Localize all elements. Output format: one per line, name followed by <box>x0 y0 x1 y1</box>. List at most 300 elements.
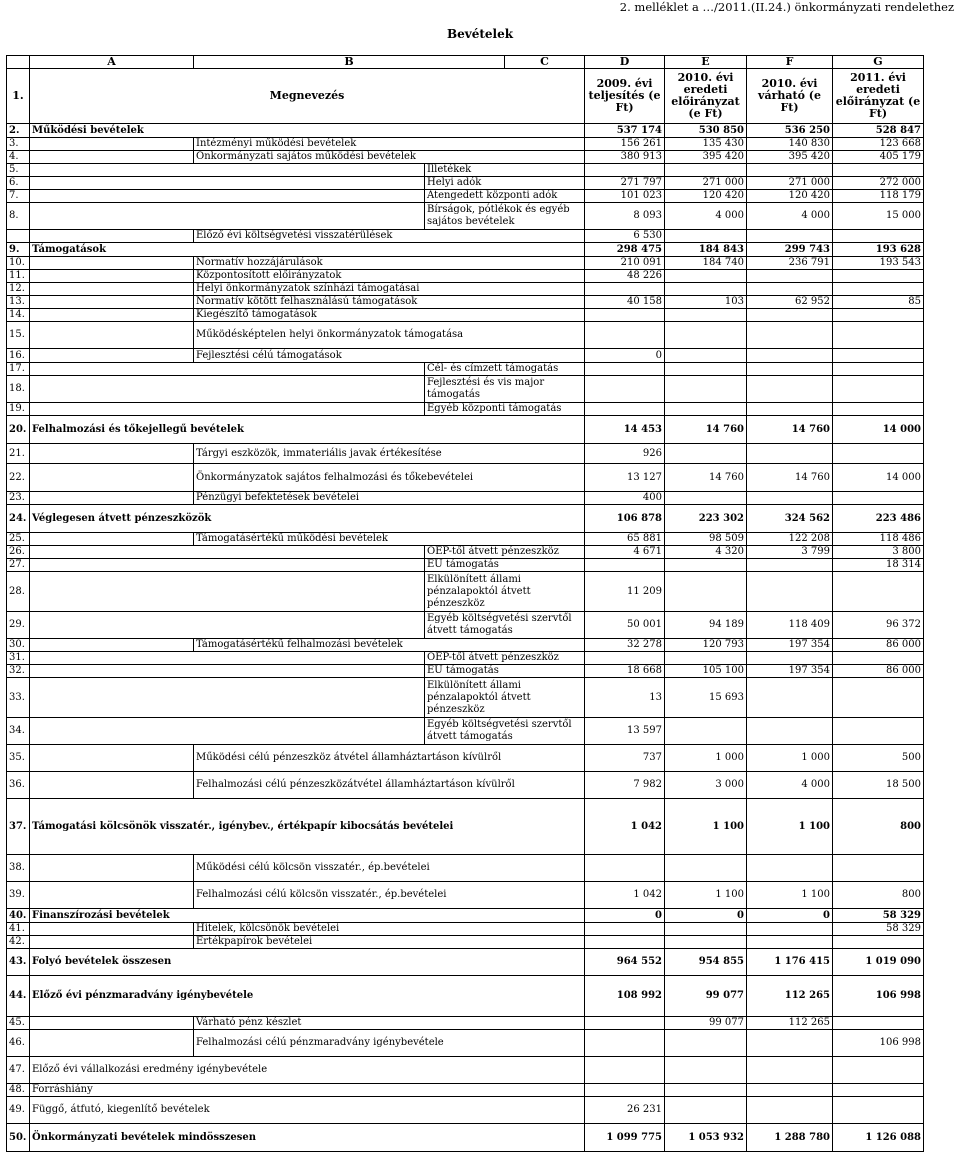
row-label: Kiegészítő támogatások <box>194 309 585 322</box>
row-label: Véglegesen átvett pénzeszközök <box>30 505 585 533</box>
value-2009-actual <box>585 376 665 403</box>
row-label: Felhalmozási célú pénzeszközátvétel államháztartáson kívülről <box>194 772 585 799</box>
row-label: Fejlesztési és vis major támogatás <box>425 376 585 403</box>
value-2010-expected: 197 354 <box>747 639 833 652</box>
indent-cell <box>30 203 425 230</box>
row-number: 44. <box>7 976 30 1017</box>
indent-cell <box>30 230 194 243</box>
indent-cell <box>30 1017 194 1030</box>
value-2009-actual <box>585 283 665 296</box>
table-row <box>7 444 924 464</box>
value-2009-actual <box>585 855 665 882</box>
column-letter-row <box>7 56 924 69</box>
value-2010-original: 135 430 <box>665 138 747 151</box>
value-2010-expected: 14 760 <box>747 416 833 444</box>
row-label: Előző évi pénzmaradvány igénybevétele <box>30 976 585 1017</box>
indent-cell <box>30 936 194 949</box>
value-2011-original: 85 <box>833 296 924 309</box>
value-2010-expected: 1 000 <box>747 745 833 772</box>
value-2010-expected: 3 799 <box>747 546 833 559</box>
value-2010-original <box>665 1057 747 1084</box>
table-row <box>7 1030 924 1057</box>
value-2009-actual: 50 001 <box>585 612 665 639</box>
row-label: Intézményi működési bevételek <box>194 138 585 151</box>
value-2009-actual: 65 881 <box>585 533 665 546</box>
value-2011-original <box>833 309 924 322</box>
value-2011-original: 1 019 090 <box>833 949 924 976</box>
value-2011-original: 15 000 <box>833 203 924 230</box>
value-2009-actual: 156 261 <box>585 138 665 151</box>
column-letter-c: C <box>505 56 585 69</box>
indent-cell <box>30 639 194 652</box>
value-2009-actual: 0 <box>585 349 665 363</box>
value-2011-original: 1 126 088 <box>833 1124 924 1152</box>
value-2010-expected <box>747 855 833 882</box>
value-2011-original <box>833 363 924 376</box>
indent-cell <box>30 376 425 403</box>
row-number: 42. <box>7 936 30 949</box>
value-2010-expected: 1 100 <box>747 799 833 855</box>
table-row <box>7 124 924 138</box>
value-2010-expected <box>747 283 833 296</box>
value-2010-expected <box>747 309 833 322</box>
row-label: Függő, átfutó, kiegenlítő bevételek <box>30 1097 585 1124</box>
row-number: 20. <box>7 416 30 444</box>
table-row <box>7 772 924 799</box>
value-2010-expected <box>747 678 833 718</box>
value-2009-actual: 13 127 <box>585 464 665 492</box>
row-number: 11. <box>7 270 30 283</box>
value-2009-actual: 298 475 <box>585 243 665 257</box>
value-2010-original: 530 850 <box>665 124 747 138</box>
row-label: Támogatásértékű felhalmozási bevételek <box>194 639 585 652</box>
row-number: 43. <box>7 949 30 976</box>
row-label: Működésképtelen helyi önkormányzatok támogatása <box>194 322 585 349</box>
value-2010-expected: 112 265 <box>747 1017 833 1030</box>
value-2009-actual <box>585 1030 665 1057</box>
table-row <box>7 376 924 403</box>
value-2010-original <box>665 492 747 505</box>
value-2009-actual: 400 <box>585 492 665 505</box>
indent-cell <box>30 923 194 936</box>
table-row <box>7 936 924 949</box>
value-2010-expected: 1 100 <box>747 882 833 909</box>
row-label: Fejlesztési célú támogatások <box>194 349 585 363</box>
indent-cell <box>30 772 194 799</box>
value-2011-original <box>833 1097 924 1124</box>
table-row <box>7 257 924 270</box>
value-2011-original: 58 329 <box>833 909 924 923</box>
table-row <box>7 652 924 665</box>
row-number: 16. <box>7 349 30 363</box>
value-2010-original: 120 793 <box>665 639 747 652</box>
value-2009-actual <box>585 164 665 177</box>
indent-cell <box>30 363 425 376</box>
value-2010-original: 98 509 <box>665 533 747 546</box>
indent-cell <box>30 349 194 363</box>
value-2011-original: 18 314 <box>833 559 924 572</box>
document-header: 2. melléklet a …/2011.(II.24.) önkormányzati rendelethez <box>619 0 954 14</box>
value-2009-actual: 48 226 <box>585 270 665 283</box>
column-letter-a: A <box>30 56 194 69</box>
indent-cell <box>30 533 194 546</box>
value-2011-original: 106 998 <box>833 1030 924 1057</box>
letter-cell-blank <box>7 56 30 69</box>
value-2010-original: 105 100 <box>665 665 747 678</box>
value-2011-original: 223 486 <box>833 505 924 533</box>
row-label: Elkülönített állami pénzalapoktól átvett pénzeszköz <box>425 572 585 612</box>
row-number: 34. <box>7 718 30 745</box>
row-label: Önkormányzati sajátos működési bevételek <box>194 151 585 164</box>
value-2010-original: 271 000 <box>665 177 747 190</box>
value-2010-original <box>665 376 747 403</box>
value-2009-actual <box>585 322 665 349</box>
header-2010-expected: 2010. évi várható (e Ft) <box>747 69 833 124</box>
row-label: Előző évi vállalkozási eredmény igénybevétele <box>30 1057 585 1084</box>
row-number: 5. <box>7 164 30 177</box>
row-number: 4. <box>7 151 30 164</box>
value-2010-original <box>665 652 747 665</box>
indent-cell <box>30 296 194 309</box>
row-number: 25. <box>7 533 30 546</box>
value-2009-actual: 737 <box>585 745 665 772</box>
table-row <box>7 718 924 745</box>
value-2010-original <box>665 936 747 949</box>
row-label: Bírságok, pótlékok és egyéb sajátos bevételek <box>425 203 585 230</box>
indent-cell <box>30 572 425 612</box>
value-2011-original <box>833 678 924 718</box>
table-row <box>7 505 924 533</box>
value-2010-expected <box>747 230 833 243</box>
value-2011-original: 800 <box>833 882 924 909</box>
value-2010-expected: 236 791 <box>747 257 833 270</box>
value-2010-original <box>665 349 747 363</box>
header-row <box>7 69 924 124</box>
value-2011-original: 118 179 <box>833 190 924 203</box>
indent-cell <box>30 322 194 349</box>
row-label: Előző évi költségvetési visszatérülések <box>194 230 585 243</box>
row-number: 26. <box>7 546 30 559</box>
row-number: 41. <box>7 923 30 936</box>
row-number: 50. <box>7 1124 30 1152</box>
row-number: 37. <box>7 799 30 855</box>
row-number: 15. <box>7 322 30 349</box>
indent-cell <box>30 138 194 151</box>
indent-cell <box>30 559 425 572</box>
row-number: 19. <box>7 403 30 416</box>
value-2009-actual: 964 552 <box>585 949 665 976</box>
row-label: Felhalmozási célú kölcsön visszatér., ép.bevételei <box>194 882 585 909</box>
value-2009-actual: 926 <box>585 444 665 464</box>
indent-cell <box>30 151 194 164</box>
value-2010-original: 3 000 <box>665 772 747 799</box>
value-2010-expected <box>747 559 833 572</box>
value-2009-actual <box>585 559 665 572</box>
value-2011-original: 18 500 <box>833 772 924 799</box>
row-label: Felhalmozási célú pénzmaradvány igénybevétele <box>194 1030 585 1057</box>
row-number: 21. <box>7 444 30 464</box>
indent-cell <box>30 855 194 882</box>
indent-cell <box>30 492 194 505</box>
row-number: 29. <box>7 612 30 639</box>
value-2010-expected <box>747 1030 833 1057</box>
indent-cell <box>30 612 425 639</box>
value-2010-original: 94 189 <box>665 612 747 639</box>
row-label: Pénzügyi befektetések bevételei <box>194 492 585 505</box>
value-2010-expected <box>747 349 833 363</box>
row-label: Támogatások <box>30 243 585 257</box>
header-name: Megnevezés <box>30 69 585 124</box>
value-2010-expected <box>747 492 833 505</box>
indent-cell <box>30 270 194 283</box>
row-label: Tárgyi eszközök, immateriális javak értékesítése <box>194 444 585 464</box>
table-row <box>7 1017 924 1030</box>
value-2010-original: 103 <box>665 296 747 309</box>
value-2009-actual: 13 597 <box>585 718 665 745</box>
row-label: Finanszírozási bevételek <box>30 909 585 923</box>
value-2010-expected: 140 830 <box>747 138 833 151</box>
value-2010-expected: 299 743 <box>747 243 833 257</box>
value-2010-expected <box>747 718 833 745</box>
row-number: 33. <box>7 678 30 718</box>
table-row <box>7 464 924 492</box>
value-2011-original: 14 000 <box>833 416 924 444</box>
header-2010-original: 2010. évi eredeti előirányzat (e Ft) <box>665 69 747 124</box>
value-2009-actual: 106 878 <box>585 505 665 533</box>
table-row <box>7 322 924 349</box>
row-number: 45. <box>7 1017 30 1030</box>
table-row <box>7 492 924 505</box>
row-number: 3. <box>7 138 30 151</box>
row-label: Helyi adók <box>425 177 585 190</box>
table-row <box>7 882 924 909</box>
table-row <box>7 1084 924 1097</box>
value-2010-expected: 1 176 415 <box>747 949 833 976</box>
value-2010-expected <box>747 652 833 665</box>
table-row <box>7 799 924 855</box>
row-label: Értékpapírok bevételei <box>194 936 585 949</box>
value-2009-actual <box>585 936 665 949</box>
table-row <box>7 151 924 164</box>
value-2010-expected: 118 409 <box>747 612 833 639</box>
table-row <box>7 349 924 363</box>
value-2010-expected: 120 420 <box>747 190 833 203</box>
row-number: 48. <box>7 1084 30 1097</box>
row-number: 7. <box>7 190 30 203</box>
value-2009-actual: 8 093 <box>585 203 665 230</box>
column-letter-b: B <box>194 56 505 69</box>
row-number: 49. <box>7 1097 30 1124</box>
value-2010-expected <box>747 322 833 349</box>
value-2010-expected: 395 420 <box>747 151 833 164</box>
column-letter-f: F <box>747 56 833 69</box>
row-number: 22. <box>7 464 30 492</box>
value-2011-original <box>833 855 924 882</box>
value-2011-original <box>833 283 924 296</box>
header-2011-original: 2011. évi eredeti előirányzat (e Ft) <box>833 69 924 124</box>
value-2010-original: 1 053 932 <box>665 1124 747 1152</box>
value-2011-original <box>833 444 924 464</box>
value-2011-original: 405 179 <box>833 151 924 164</box>
value-2010-original <box>665 1030 747 1057</box>
row-number: 28. <box>7 572 30 612</box>
row-number <box>7 230 30 243</box>
table-row <box>7 546 924 559</box>
row-number: 9. <box>7 243 30 257</box>
value-2009-actual <box>585 652 665 665</box>
row-number: 36. <box>7 772 30 799</box>
indent-cell <box>30 546 425 559</box>
value-2010-original <box>665 164 747 177</box>
value-2009-actual: 537 174 <box>585 124 665 138</box>
value-2010-expected <box>747 1084 833 1097</box>
value-2010-expected <box>747 1057 833 1084</box>
row-label: Várható pénz készlet <box>194 1017 585 1030</box>
row-label: Folyó bevételek összesen <box>30 949 585 976</box>
value-2010-original <box>665 230 747 243</box>
value-2010-original <box>665 309 747 322</box>
table-row <box>7 665 924 678</box>
table-row <box>7 190 924 203</box>
value-2009-actual: 18 668 <box>585 665 665 678</box>
row-label: EU támogatás <box>425 559 585 572</box>
row-number: 10. <box>7 257 30 270</box>
row-number: 14. <box>7 309 30 322</box>
indent-cell <box>30 882 194 909</box>
value-2011-original: 86 000 <box>833 639 924 652</box>
table-row <box>7 243 924 257</box>
value-2009-actual: 11 209 <box>585 572 665 612</box>
row-number: 17. <box>7 363 30 376</box>
value-2010-expected <box>747 363 833 376</box>
value-2011-original <box>833 936 924 949</box>
value-2011-original: 123 668 <box>833 138 924 151</box>
value-2009-actual: 6 530 <box>585 230 665 243</box>
value-2010-original: 99 077 <box>665 1017 747 1030</box>
value-2011-original <box>833 376 924 403</box>
value-2009-actual: 1 099 775 <box>585 1124 665 1152</box>
indent-cell <box>30 257 194 270</box>
value-2009-actual: 108 992 <box>585 976 665 1017</box>
value-2011-original: 118 486 <box>833 533 924 546</box>
table-row <box>7 296 924 309</box>
value-2011-original: 800 <box>833 799 924 855</box>
indent-cell <box>30 403 425 416</box>
value-2010-expected <box>747 270 833 283</box>
value-2009-actual: 1 042 <box>585 882 665 909</box>
row-label: Egyéb központi támogatás <box>425 403 585 416</box>
indent-cell <box>30 283 194 296</box>
indent-cell <box>30 309 194 322</box>
value-2010-expected <box>747 376 833 403</box>
table-row <box>7 923 924 936</box>
row-label: OEP-től átvett pénzeszköz <box>425 652 585 665</box>
row-label: Átengedett központi adók <box>425 190 585 203</box>
value-2011-original: 106 998 <box>833 976 924 1017</box>
table-row <box>7 909 924 923</box>
value-2009-actual: 13 <box>585 678 665 718</box>
row-number: 39. <box>7 882 30 909</box>
value-2009-actual: 7 982 <box>585 772 665 799</box>
row-number: 8. <box>7 203 30 230</box>
value-2009-actual: 40 158 <box>585 296 665 309</box>
row-number: 12. <box>7 283 30 296</box>
value-2011-original: 193 543 <box>833 257 924 270</box>
value-2009-actual <box>585 363 665 376</box>
value-2009-actual: 210 091 <box>585 257 665 270</box>
row-label: Támogatási kölcsönök visszatér., igénybev., értékpapír kibocsátás bevételei <box>30 799 585 855</box>
table-row <box>7 612 924 639</box>
indent-cell <box>30 652 425 665</box>
table-row <box>7 138 924 151</box>
table-row <box>7 230 924 243</box>
value-2010-original <box>665 363 747 376</box>
value-2010-expected <box>747 403 833 416</box>
row-label: Önkormányzatok sajátos felhalmozási és tőkebevételei <box>194 464 585 492</box>
value-2010-original <box>665 444 747 464</box>
row-label: OEP-től átvett pénzeszköz <box>425 546 585 559</box>
value-2010-original: 120 420 <box>665 190 747 203</box>
value-2010-expected: 536 250 <box>747 124 833 138</box>
row-label: Felhalmozási és tőkejellegű bevételek <box>30 416 585 444</box>
value-2009-actual <box>585 1057 665 1084</box>
value-2009-actual <box>585 1084 665 1097</box>
row-number: 31. <box>7 652 30 665</box>
value-2010-original <box>665 855 747 882</box>
table-row <box>7 1124 924 1152</box>
row-label: Normatív kötött felhasználású támogatások <box>194 296 585 309</box>
row-label: Normatív hozzájárulások <box>194 257 585 270</box>
indent-cell <box>30 164 425 177</box>
value-2011-original <box>833 322 924 349</box>
value-2010-original: 14 760 <box>665 416 747 444</box>
value-2011-original <box>833 1084 924 1097</box>
table-row <box>7 270 924 283</box>
value-2011-original <box>833 1017 924 1030</box>
value-2010-original: 223 302 <box>665 505 747 533</box>
value-2009-actual: 271 797 <box>585 177 665 190</box>
value-2011-original <box>833 1057 924 1084</box>
indent-cell <box>30 177 425 190</box>
row-label: Egyéb költségvetési szervtől átvett támogatás <box>425 718 585 745</box>
table-row <box>7 1057 924 1084</box>
value-2010-expected: 112 265 <box>747 976 833 1017</box>
value-2010-expected: 4 000 <box>747 772 833 799</box>
row-label: EU támogatás <box>425 665 585 678</box>
header-2009-actual: 2009. évi teljesítés (e Ft) <box>585 69 665 124</box>
value-2011-original <box>833 403 924 416</box>
value-2010-original <box>665 1097 747 1124</box>
value-2010-expected: 122 208 <box>747 533 833 546</box>
table-row <box>7 1097 924 1124</box>
value-2009-actual: 4 671 <box>585 546 665 559</box>
value-2010-original: 4 000 <box>665 203 747 230</box>
indent-cell <box>30 464 194 492</box>
indent-cell <box>30 1030 194 1057</box>
row-number: 40. <box>7 909 30 923</box>
value-2009-actual: 1 042 <box>585 799 665 855</box>
indent-cell <box>30 678 425 718</box>
column-letter-e: E <box>665 56 747 69</box>
value-2010-expected <box>747 164 833 177</box>
table-row <box>7 855 924 882</box>
indent-cell <box>30 665 425 678</box>
document-title: Bevételek <box>446 27 514 41</box>
table-row <box>7 177 924 190</box>
value-2010-original <box>665 270 747 283</box>
table-row <box>7 639 924 652</box>
value-2010-original: 0 <box>665 909 747 923</box>
